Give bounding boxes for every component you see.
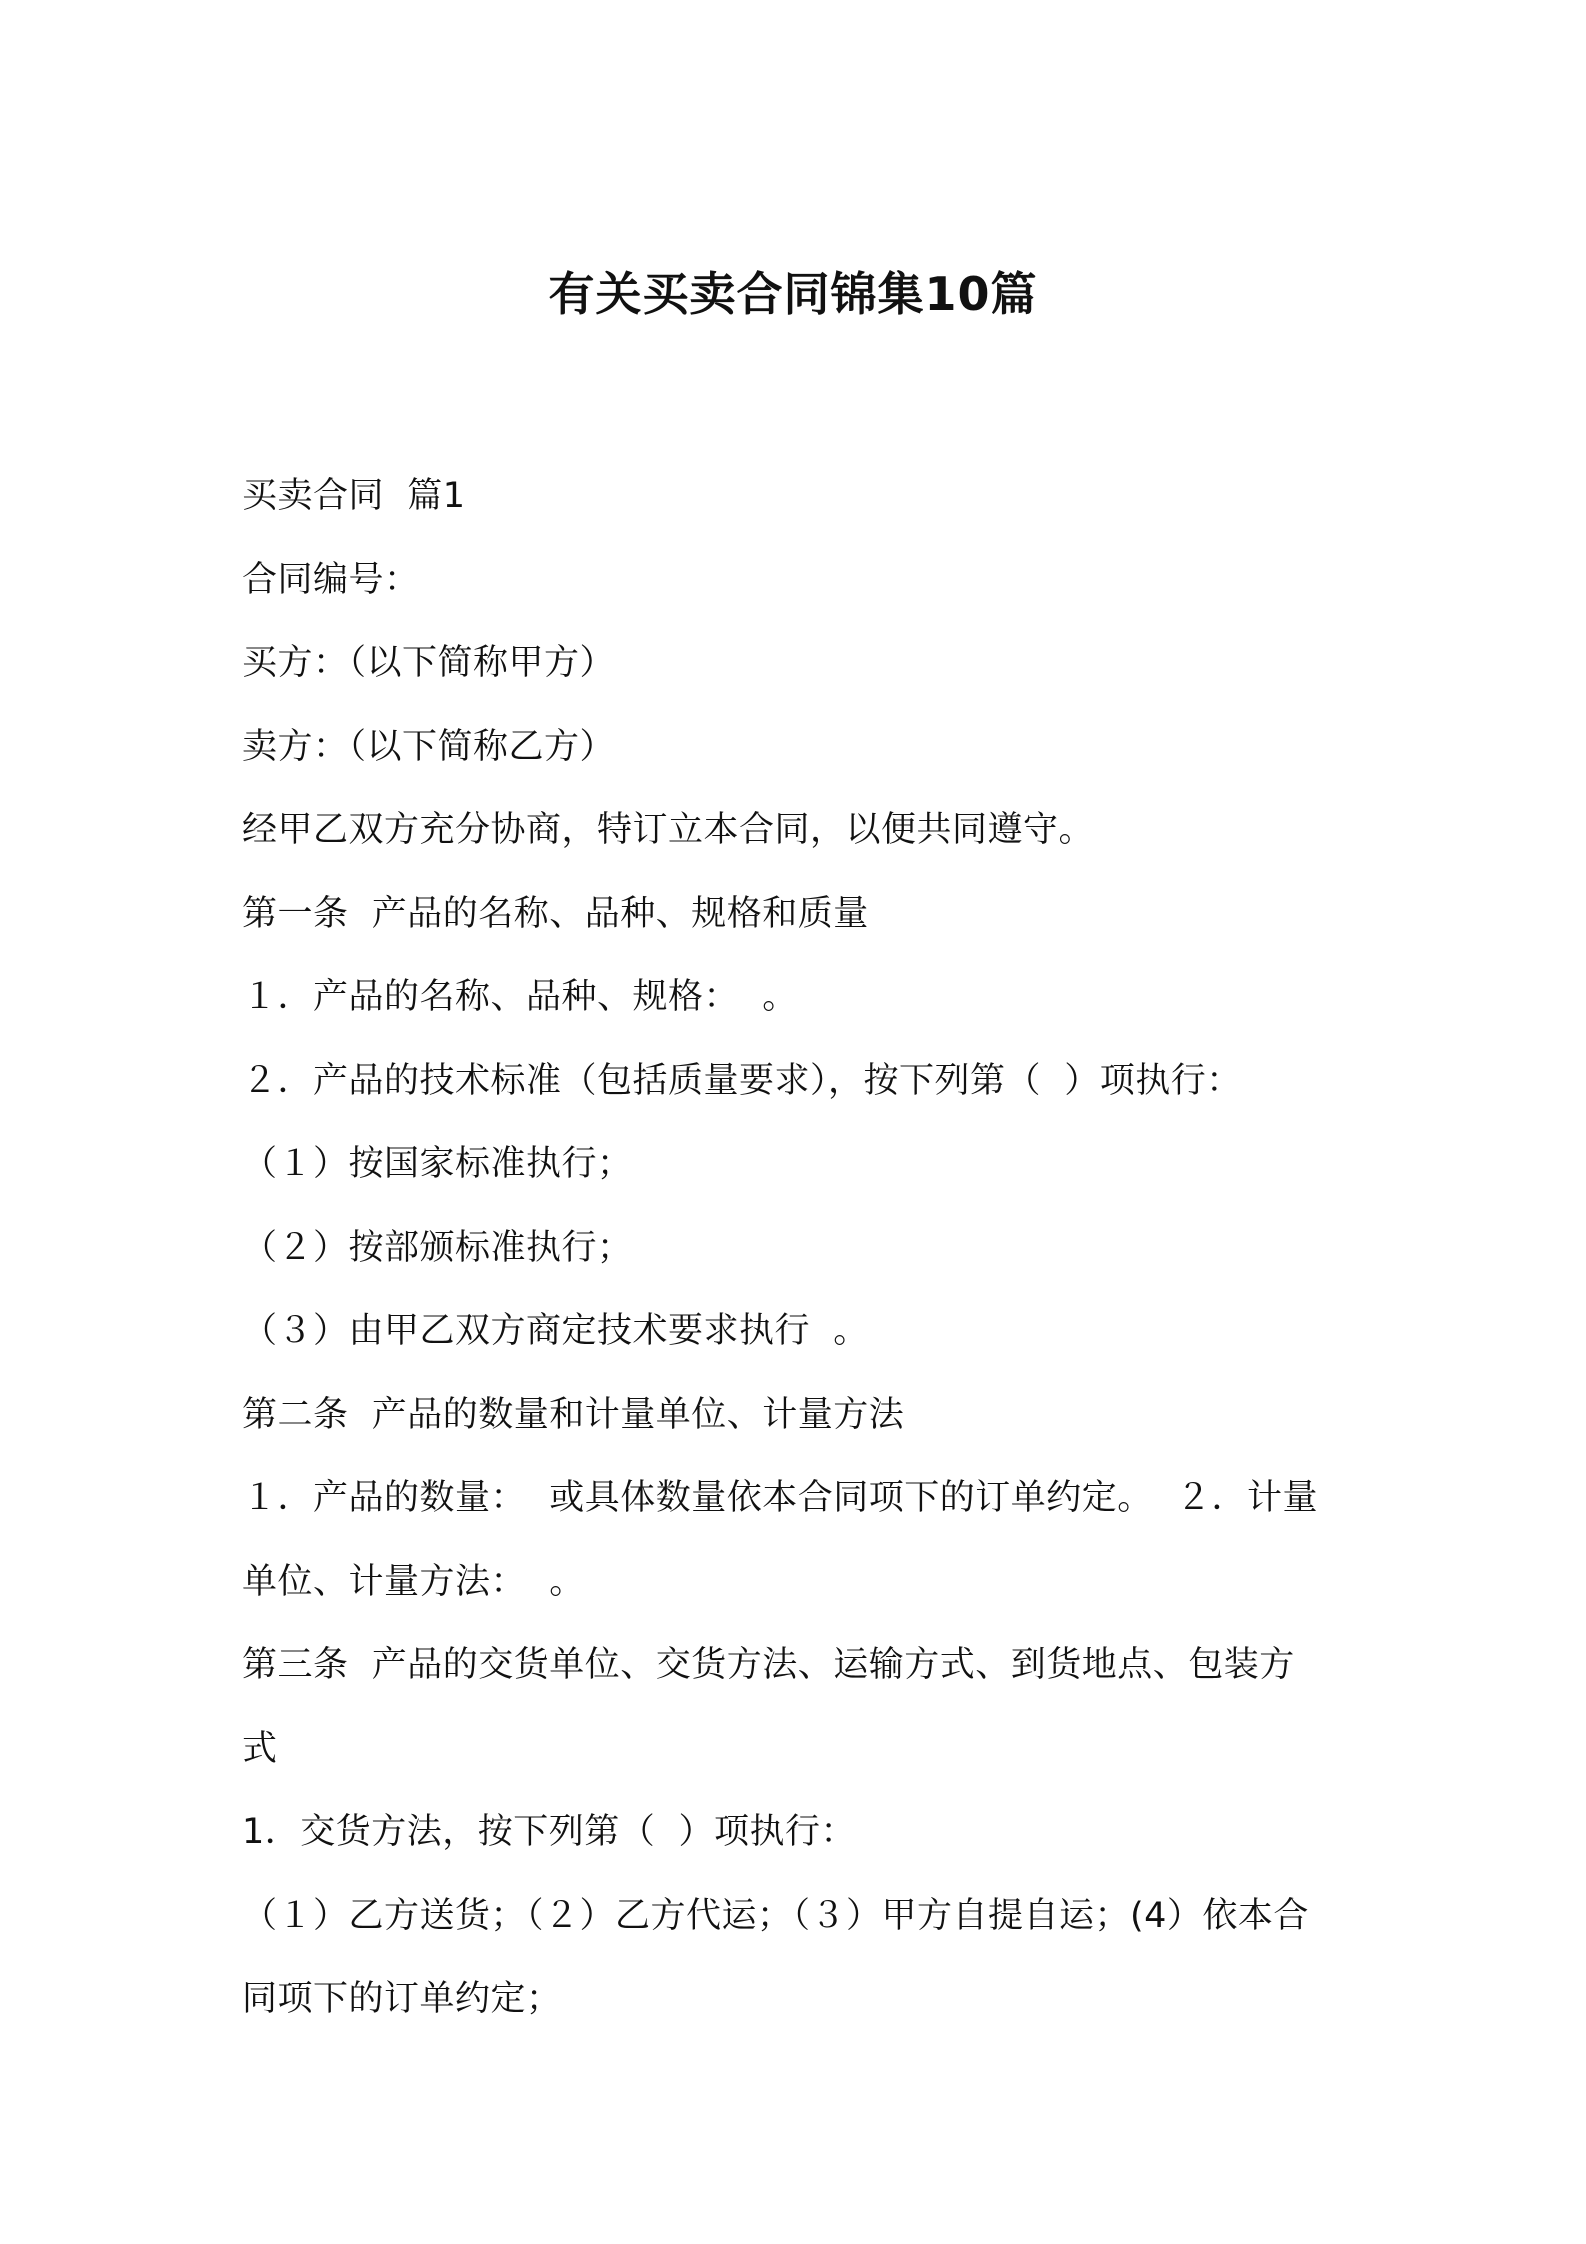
clause-1-option-1: （１）按国家标准执行； — [242, 1144, 633, 1184]
document-body — [242, 455, 1362, 2042]
clause-1-item-1: １．产品的名称、品种、规格： 。 — [242, 977, 798, 1017]
clause-1-option-3: （３）由甲乙双方商定技术要求执行 。 — [242, 1311, 869, 1351]
seller-line: 卖方：（以下简称乙方） — [242, 726, 616, 767]
clause-1-heading: 第一条 产品的名称、品种、规格和质量 — [242, 893, 869, 934]
document-title: 有关买卖合同锦集10篇 — [548, 267, 1038, 321]
clause-3-options-cont: 同项下的订单约定； — [242, 1979, 562, 2019]
section-heading-article-1: 买卖合同 篇1 — [242, 476, 466, 516]
clause-3-item-1: 1．交货方法，按下列第（ ）项执行： — [242, 1812, 857, 1852]
clause-2-item-1-cont: 单位、计量方法： 。 — [242, 1561, 585, 1602]
clause-1-item-2: ２．产品的技术标准（包括质量要求），按下列第（ ）项执行： — [242, 1060, 1242, 1101]
clause-3-heading-cont: 式 — [242, 1728, 278, 1769]
clause-2-heading: 第二条 产品的数量和计量单位、计量方法 — [242, 1394, 905, 1435]
clause-3-options: （１）乙方送货；（２）乙方代运；（３）甲方自提自运；(4）依本合 — [242, 1895, 1309, 1936]
clause-1-option-2: （２）按部颁标准执行； — [242, 1227, 633, 1268]
preamble-line: 经甲乙双方充分协商，特订立本合同，以便共同遵守。 — [242, 810, 1095, 850]
clause-3-heading: 第三条 产品的交货单位、交货方法、运输方式、到货地点、包装方 — [242, 1645, 1295, 1685]
contract-number-line: 合同编号： — [242, 559, 420, 600]
buyer-line: 买方：（以下简称甲方） — [242, 643, 616, 683]
clause-2-item-1: １．产品的数量： 或具体数量依本合同项下的订单约定。 ２．计量 — [242, 1478, 1319, 1518]
